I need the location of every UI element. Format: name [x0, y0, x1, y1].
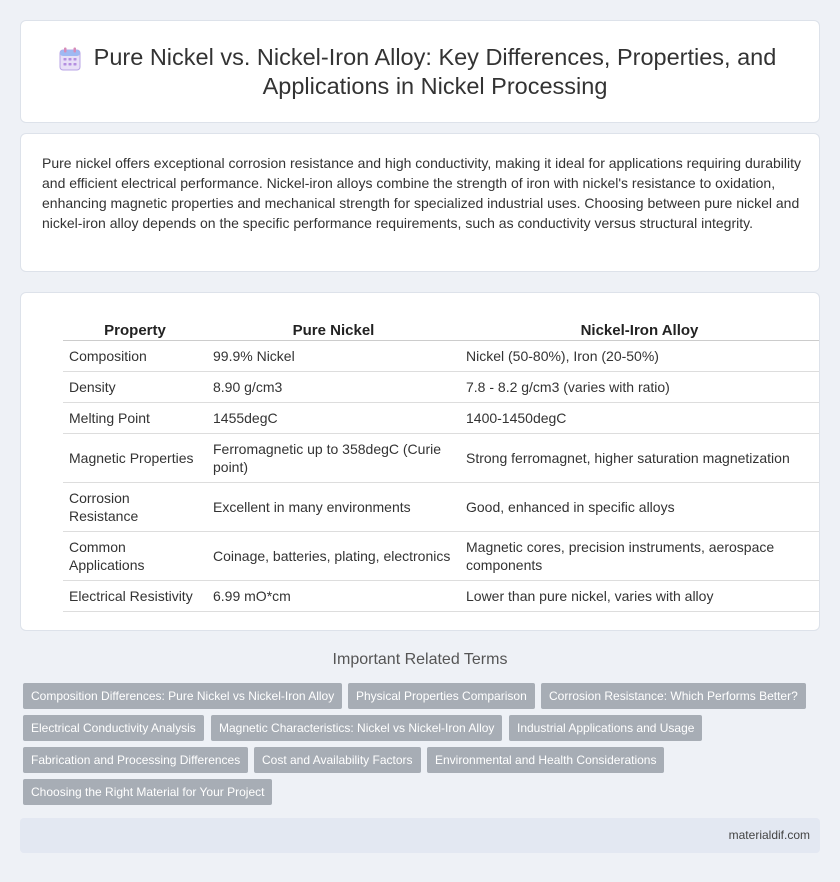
cell-property: Melting Point — [63, 402, 207, 433]
cell-property: Corrosion Resistance — [63, 482, 207, 531]
related-term-tag[interactable]: Physical Properties Comparison — [348, 683, 535, 709]
cell-property: Magnetic Properties — [63, 433, 207, 482]
table-row — [63, 402, 819, 433]
header-nickel-iron: Nickel-Iron Alloy — [460, 315, 819, 340]
table-row — [63, 340, 819, 371]
cell-pure-nickel: 8.90 g/cm3 — [207, 371, 460, 402]
cell-nickel-iron: Strong ferromagnet, higher saturation magnetization — [460, 433, 819, 482]
table-row — [63, 531, 819, 580]
comparison-card — [20, 292, 820, 631]
related-term-tag[interactable]: Cost and Availability Factors — [254, 747, 421, 773]
title-card — [20, 20, 820, 123]
page-title: Pure Nickel vs. Nickel-Iron Alloy: Key Differences, Properties, and Applications in Nickel Processing — [93, 43, 777, 99]
cell-nickel-iron: Good, enhanced in specific alloys — [460, 482, 819, 531]
related-term-tag[interactable]: Choosing the Right Material for Your Project — [23, 779, 272, 805]
related-term-tag[interactable]: Electrical Conductivity Analysis — [23, 715, 204, 741]
cell-pure-nickel: Ferromagnetic up to 358degC (Curie point) — [207, 433, 460, 482]
header-property: Property — [63, 315, 207, 340]
table-header-row — [63, 315, 819, 340]
cell-nickel-iron: 1400-1450degC — [460, 402, 819, 433]
intro-paragraph: Pure nickel offers exceptional corrosion resistance and high conductivity, making it ideal for applications requiring durability and efficient electrical performance. Nickel-iron alloys combine the strength of iron with nickel's resistance to oxidation, enhancing magnetic properties and mechanical strength for specialized industrial uses. Choosing between pure nickel and nickel-iron alloy depends on the specific performance requirements, such as conductivity versus structural integrity. — [42, 155, 801, 231]
cell-pure-nickel: Coinage, batteries, plating, electronics — [207, 531, 460, 580]
cell-property: Composition — [63, 340, 207, 371]
header-pure-nickel: Pure Nickel — [207, 315, 460, 340]
related-term-tag[interactable]: Environmental and Health Considerations — [427, 747, 664, 773]
table-row — [63, 580, 819, 611]
related-term-tag[interactable]: Composition Differences: Pure Nickel vs Nickel-Iron Alloy — [23, 683, 342, 709]
cell-pure-nickel: 99.9% Nickel — [207, 340, 460, 371]
related-term-tag[interactable]: Corrosion Resistance: Which Performs Better? — [541, 683, 806, 709]
cell-nickel-iron: Lower than pure nickel, varies with alloy — [460, 580, 819, 611]
table-row — [63, 371, 819, 402]
related-term-tag[interactable]: Magnetic Characteristics: Nickel vs Nickel-Iron Alloy — [211, 715, 502, 741]
related-terms-title: Important Related Terms — [332, 651, 508, 668]
table-row — [63, 482, 819, 531]
cell-pure-nickel: Excellent in many environments — [207, 482, 460, 531]
cell-pure-nickel: 6.99 mO*cm — [207, 580, 460, 611]
footer-site-link[interactable]: materialdif.com — [728, 828, 810, 842]
cell-nickel-iron: Magnetic cores, precision instruments, aerospace components — [460, 531, 819, 580]
cell-property: Electrical Resistivity — [63, 580, 207, 611]
related-term-tag[interactable]: Industrial Applications and Usage — [509, 715, 702, 741]
intro-card — [20, 133, 820, 272]
cell-pure-nickel: 1455degC — [207, 402, 460, 433]
comparison-table — [63, 315, 819, 612]
related-term-tag[interactable]: Fabrication and Processing Differences — [23, 747, 248, 773]
cell-nickel-iron: 7.8 - 8.2 g/cm3 (varies with ratio) — [460, 371, 819, 402]
footer — [20, 818, 820, 853]
cell-nickel-iron: Nickel (50-80%), Iron (20-50%) — [460, 340, 819, 371]
cell-property: Common Applications — [63, 531, 207, 580]
cell-property: Density — [63, 371, 207, 402]
table-row — [63, 433, 819, 482]
